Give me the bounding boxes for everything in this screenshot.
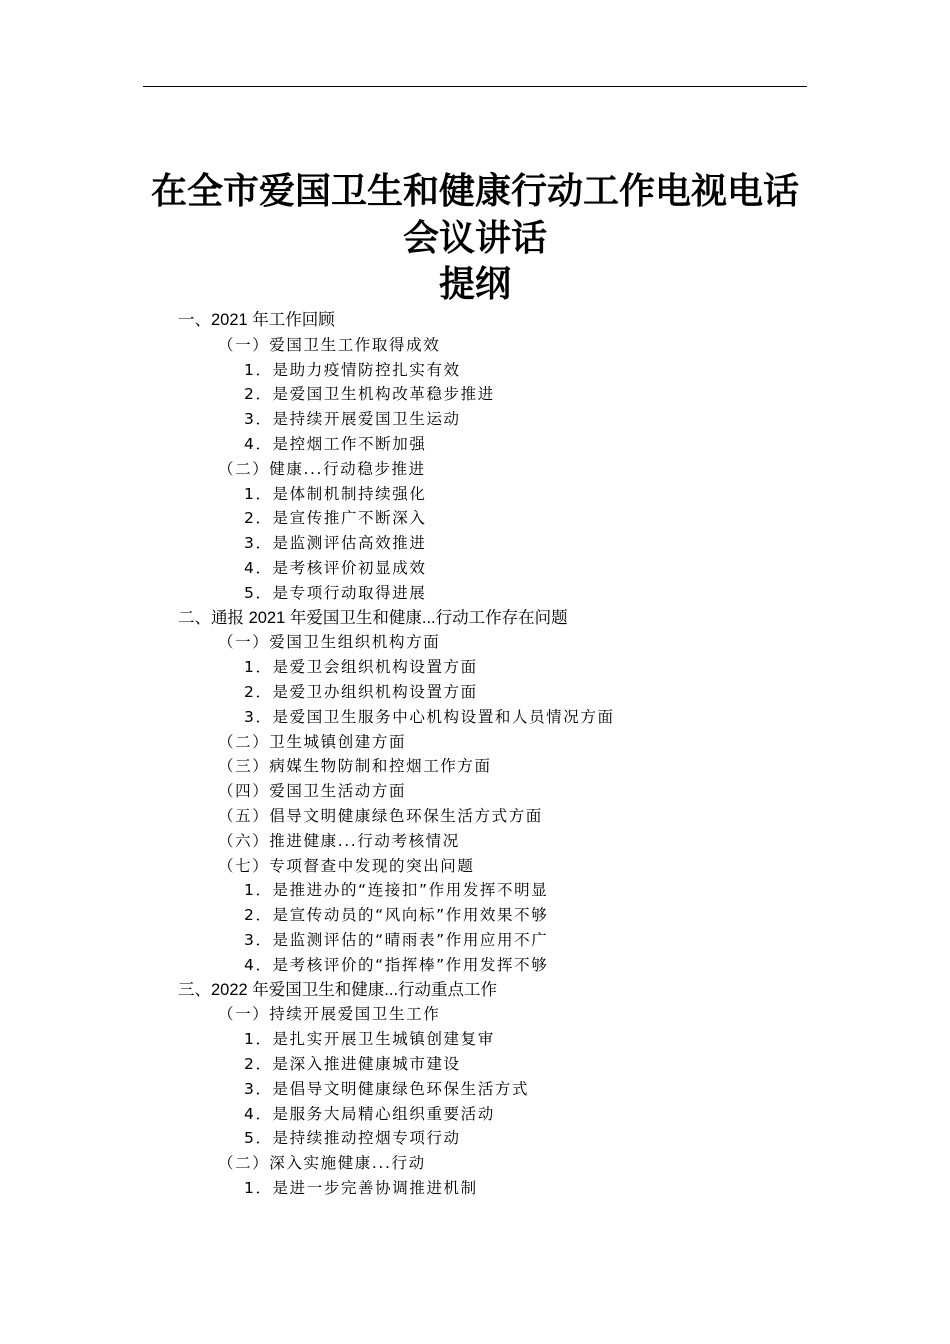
document-title-line-1: 在全市爱国卫生和健康行动工作电视电话	[150, 171, 799, 212]
outline-subsection-heading: （一）爱国卫生组织机构方面	[218, 633, 441, 652]
outline-subsection-heading: （二）卫生城镇创建方面	[218, 732, 407, 751]
outline-list-item: 5．是持续推动控烟专项行动	[244, 1129, 461, 1148]
outline-subsection-heading: （七）专项督查中发现的突出问题	[218, 856, 475, 875]
outline-list-item: 4．是服务大局精心组织重要活动	[244, 1104, 495, 1123]
outline-list-item: 1．是扎实开展卫生城镇创建复审	[244, 1030, 495, 1049]
outline-list-item: 4．是考核评价的“指挥棒”作用发挥不够	[244, 955, 549, 974]
outline-list-item: 1．是进一步完善协调推进机制	[244, 1179, 478, 1197]
header-rule	[143, 86, 807, 87]
outline-list-item: 2．是爱国卫生机构改革稳步推进	[244, 385, 495, 404]
outline-subsection-heading: （二）深入实施健康...行动	[218, 1154, 426, 1173]
outline-subsection-heading: （四）爱国卫生活动方面	[218, 782, 407, 801]
outline-list-item: 3．是监测评估的“晴雨表”作用应用不广	[244, 931, 549, 949]
outline-list-item: 1．是助力疫情防控扎实有效	[244, 360, 461, 379]
outline-subsection-heading: （六）推进健康...行动考核情况	[218, 831, 460, 850]
outline-subsection-heading: （五）倡导文明健康绿色环保生活方式方面	[218, 807, 543, 825]
outline-list-item: 4．是考核评价初显成效	[244, 559, 427, 577]
outline-list-item: 2．是深入推进健康城市建设	[244, 1055, 461, 1073]
outline-list-item: 3．是爱国卫生服务中心机构设置和人员情况方面	[244, 707, 615, 726]
outline-list-item: 1．是推进办的“连接扣”作用发挥不明显	[244, 881, 549, 900]
outline-section-heading: 三、2022 年爱国卫生和健康...行动重点工作	[178, 980, 498, 999]
outline-subsection-heading: （一）持续开展爱国卫生工作	[218, 1005, 441, 1024]
outline-list-item: 2．是爱卫办组织机构设置方面	[244, 683, 478, 701]
outline-list-item: 3．是倡导文明健康绿色环保生活方式	[244, 1079, 530, 1098]
outline-list-item: 3．是监测评估高效推进	[244, 534, 427, 553]
outline-list-item: 2．是宣传推广不断深入	[244, 509, 427, 528]
outline-subsection-heading: （二）健康...行动稳步推进	[218, 459, 426, 478]
outline-list-item: 3．是持续开展爱国卫生运动	[244, 410, 461, 429]
outline-list-item: 1．是爱卫会组织机构设置方面	[244, 658, 478, 677]
outline-section-heading: 一、2021 年工作回顾	[178, 311, 335, 329]
outline-list-item: 4．是控烟工作不断加强	[244, 435, 427, 453]
outline-subsection-heading: （三）病媒生物防制和控烟工作方面	[218, 757, 492, 776]
document-title-line-3: 提纲	[438, 264, 511, 305]
outline-section-heading: 二、通报 2021 年爱国卫生和健康...行动工作存在问题	[178, 608, 568, 627]
outline-list-item: 1．是体制机制持续强化	[244, 484, 427, 503]
outline-list-item: 5．是专项行动取得进展	[244, 583, 427, 602]
outline-list-item: 2．是宣传动员的“风向标”作用效果不够	[244, 906, 549, 925]
document-title-line-2: 会议讲话	[402, 218, 547, 259]
outline-subsection-heading: （一）爱国卫生工作取得成效	[218, 335, 441, 354]
